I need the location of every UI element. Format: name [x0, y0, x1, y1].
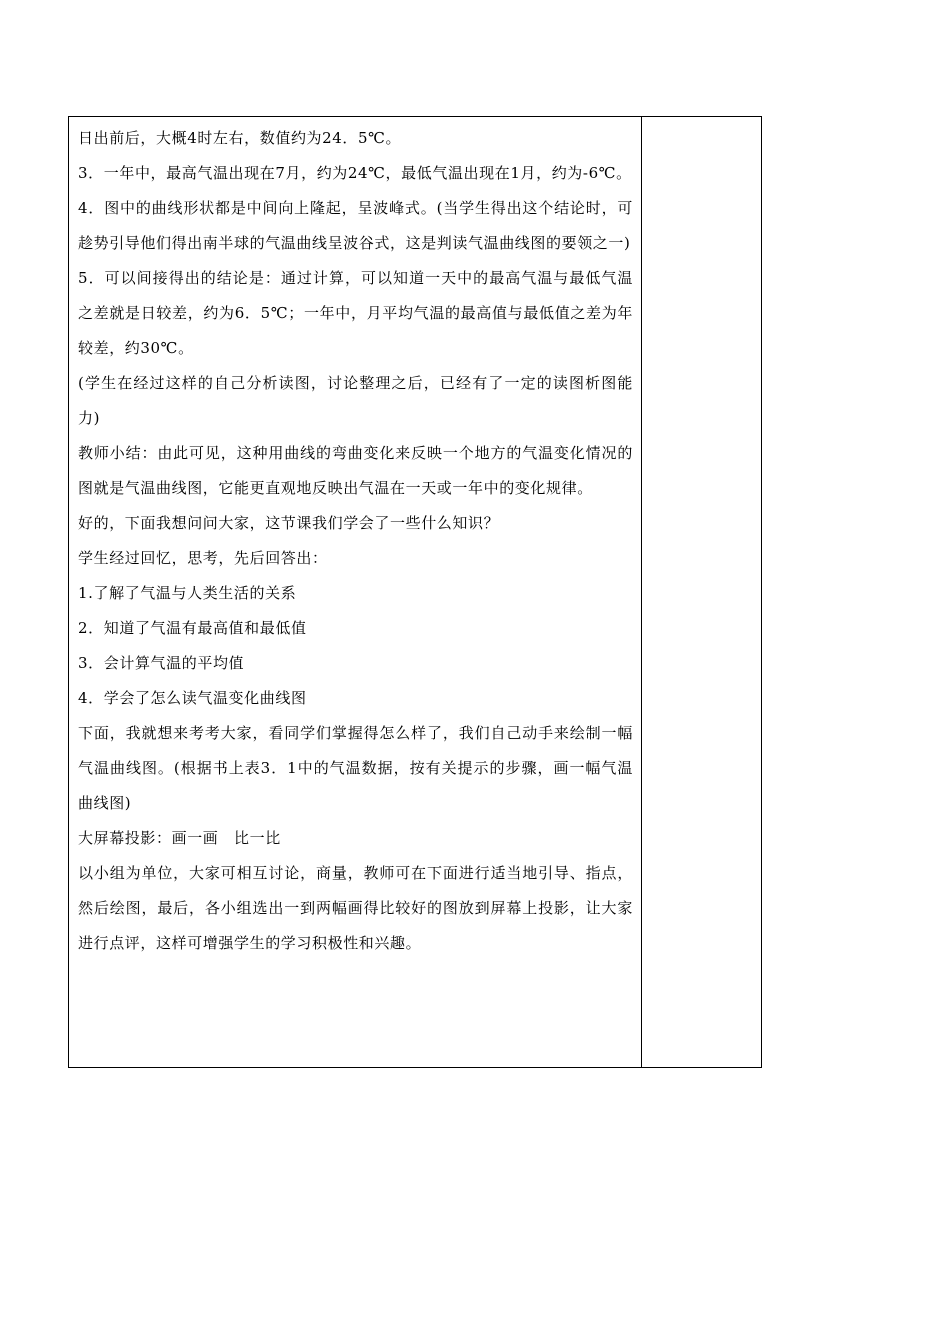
paragraph-12: 4．学会了怎么读气温变化曲线图: [78, 689, 307, 707]
paragraph-11: 3．会计算气温的平均值: [78, 654, 245, 672]
paragraph-7: 好的，下面我想问问大家，这节课我们学会了一些什么知识？: [78, 514, 500, 532]
paragraph-2: 3．一年中，最高气温出现在7月，约为24℃，最低气温出现在1月，约为-6℃。: [78, 164, 632, 182]
paragraph-5: (学生在经过这样的自己分析读图，讨论整理之后，已经有了一定的读图析图能力): [78, 374, 633, 427]
paragraph-1: 日出前后，大概4时左右，数值约为24．5℃。: [78, 129, 402, 147]
paragraph-6: 教师小结：由此可见，这种用曲线的弯曲变化来反映一个地方的气温变化情况的图就是气温曲线图，它能更直观地反映出气温在一天或一年中的变化规律。: [78, 444, 633, 497]
paragraph-15: 以小组为单位，大家可相互讨论，商量，教师可在下面进行适当地引导、指点，然后绘图，最后，各小组选出一到两幅画得比较好的图放到屏幕上投影，让大家进行点评，这样可增强学生的学习积极性和兴趣。: [78, 864, 633, 952]
paragraph-10: 2．知道了气温有最高值和最低值: [78, 619, 307, 637]
paragraph-4: 5．可以间接得出的结论是：通过计算，可以知道一天中的最高气温与最低气温之差就是日较差，约为6．5℃；一年中，月平均气温的最高值与最低值之差为年较差，约30℃。: [78, 269, 633, 357]
paragraph-3: 4．图中的曲线形状都是中间向上隆起，呈波峰式。(当学生得出这个结论时，可趁势引导他们得出南半球的气温曲线呈波谷式，这是判读气温曲线图的要领之一): [78, 199, 633, 252]
lesson-content-cell: [69, 117, 642, 1067]
notes-cell: [642, 117, 761, 1067]
paragraph-8: 学生经过回忆，思考，先后回答出：: [78, 549, 328, 567]
paragraph-14: 大屏幕投影：画一画 比一比: [78, 829, 281, 847]
lesson-table: [68, 116, 762, 1068]
paragraph-13: 下面，我就想来考考大家，看同学们掌握得怎么样了，我们自己动手来绘制一幅气温曲线图。(根据书上表3．1中的气温数据，按有关提示的步骤，画一幅气温曲线图): [78, 724, 633, 812]
paragraph-9: 1.了解了气温与人类生活的关系: [78, 584, 297, 602]
